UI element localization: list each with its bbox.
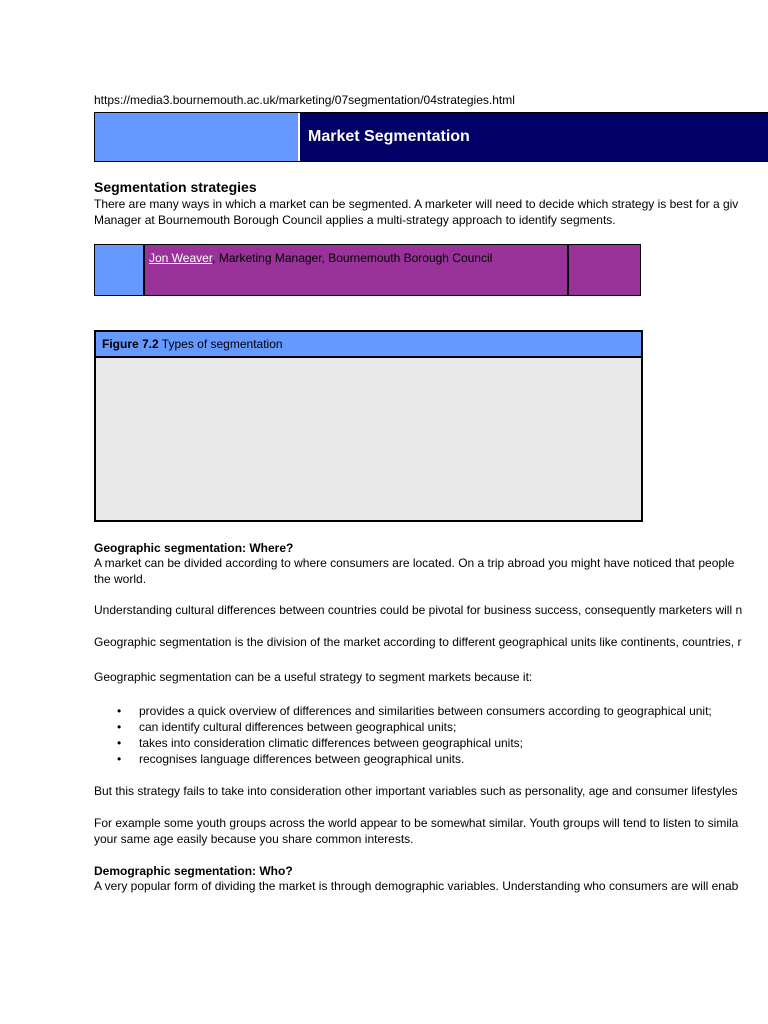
geographic-paragraph-5: But this strategy fails to take into consideration other important variables such as personality, age and consumer lifestyles <box>94 784 738 798</box>
list-item: • takes into consideration climatic differences between geographical units; <box>139 735 712 751</box>
quote-text <box>145 245 569 295</box>
intro-paragraph <box>94 196 738 228</box>
geographic-paragraph-6 <box>94 815 738 847</box>
header-accent-block <box>95 113 300 161</box>
page-header <box>94 112 768 162</box>
section-heading: Segmentation strategies <box>94 179 257 195</box>
figure-number: Figure 7.2 <box>102 337 159 351</box>
list-item: • can identify cultural differences between geographical units; <box>139 719 712 735</box>
source-url: https://media3.bournemouth.ac.uk/marketing/07segmentation/04strategies.html <box>94 93 515 107</box>
geographic-p1-line-1: A market can be divided according to where consumers are located. On a trip abroad you might have noticed that people <box>94 556 735 570</box>
geographic-p6-line-2: your same age easily because you share common interests. <box>94 832 414 846</box>
geographic-heading: Geographic segmentation: Where? <box>94 541 294 555</box>
quote-box <box>94 244 641 296</box>
figure-caption <box>96 332 641 358</box>
quote-role: , Marketing Manager, Bournemouth Borough Council <box>212 251 493 265</box>
demographic-paragraph-1: A very popular form of dividing the market is through demographic variables. Understanding who consumers are will enab <box>94 879 739 893</box>
page-title: Market Segmentation <box>300 113 768 161</box>
quote-accent-block <box>95 245 145 295</box>
geographic-paragraph-2: Understanding cultural differences between countries could be pivotal for business success, consequently marketers will n <box>94 603 743 617</box>
jon-weaver-link[interactable]: Jon Weaver <box>149 251 213 265</box>
list-item: • recognises language differences between geographical units. <box>139 751 712 767</box>
demographic-heading: Demographic segmentation: Who? <box>94 864 293 878</box>
intro-line-1: There are many ways in which a market can be segmented. A marketer will need to decide which strategy is best for a giv <box>94 197 739 211</box>
list-item: • provides a quick overview of differences and similarities between consumers according to geographical unit; <box>139 703 712 719</box>
geographic-paragraph-3: Geographic segmentation is the division of the market according to different geographical units like continents, countries, r <box>94 635 742 649</box>
geographic-paragraph-1 <box>94 555 734 587</box>
quote-side-block <box>569 245 640 295</box>
figure-box <box>94 330 643 522</box>
geographic-p6-line-1: For example some youth groups across the world appear to be somewhat similar. Youth groups will tend to listen to simila <box>94 816 739 830</box>
intro-line-2: Manager at Bournemouth Borough Council applies a multi-strategy approach to identify segments. <box>94 213 616 227</box>
geographic-paragraph-4: Geographic segmentation can be a useful strategy to segment markets because it: <box>94 670 533 684</box>
figure-title: Types of segmentation <box>158 337 283 351</box>
geographic-p1-line-2: the world. <box>94 572 147 586</box>
geographic-bullet-list <box>94 703 712 767</box>
